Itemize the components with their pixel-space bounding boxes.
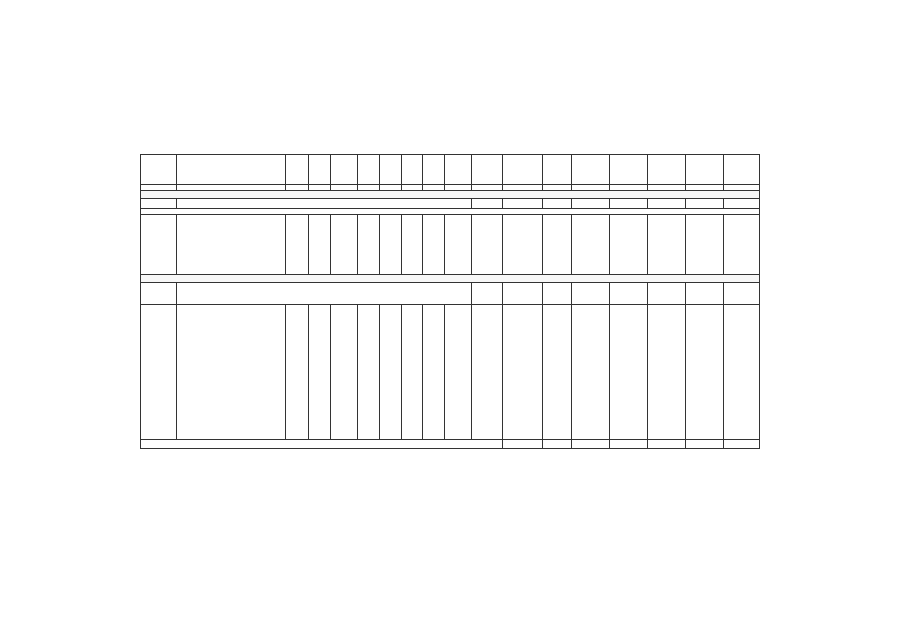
row-value: [572, 283, 610, 305]
row-cell: [444, 305, 471, 440]
appendix-line: [600, 81, 760, 88]
section-row: [141, 275, 760, 283]
row-cell: [686, 305, 724, 440]
table-row: [141, 199, 760, 209]
row-number: [141, 199, 177, 209]
row-name: [176, 199, 471, 209]
row-cell: [610, 305, 648, 440]
section-row: [141, 191, 760, 199]
row-cell: [471, 215, 502, 275]
row-cell: [724, 305, 760, 440]
table-row: [141, 305, 760, 440]
row-cell: [502, 305, 542, 440]
table-header-row: [141, 155, 760, 185]
header-cell: [176, 155, 285, 185]
header-cell: [502, 155, 542, 185]
row-cell: [380, 305, 402, 440]
header-cell: [286, 155, 308, 185]
row-number: [141, 283, 177, 305]
header-cell: [471, 155, 502, 185]
totals-value: [610, 440, 648, 449]
row-cell: [308, 215, 330, 275]
row-cell: [502, 215, 542, 275]
totals-value: [572, 440, 610, 449]
totals-value: [543, 440, 572, 449]
row-cell: [686, 215, 724, 275]
header-cell: [357, 155, 379, 185]
row-value: [686, 283, 724, 305]
header-cell: [330, 155, 357, 185]
row-value: [724, 283, 760, 305]
row-number: [141, 305, 177, 440]
appendix-line: [600, 60, 760, 67]
appendix-line: [600, 74, 760, 81]
row-cell: [724, 215, 760, 275]
row-value: [610, 283, 648, 305]
row-cell: [330, 305, 357, 440]
row-cell: [286, 215, 308, 275]
row-cell: [357, 215, 379, 275]
row-cell: [572, 305, 610, 440]
row-cell: [402, 305, 422, 440]
section-title: [141, 275, 760, 283]
row-cell: [357, 305, 379, 440]
row-cell: [471, 305, 502, 440]
header-cell: [686, 155, 724, 185]
row-value: [471, 283, 502, 305]
appendix-note-top: [600, 60, 760, 88]
row-value: [502, 199, 542, 209]
row-name: [176, 215, 285, 275]
totals-label: [141, 440, 503, 449]
row-cell: [422, 215, 444, 275]
table-row: [141, 283, 760, 305]
row-cell: [422, 305, 444, 440]
header-cell: [444, 155, 471, 185]
header-cell: [141, 155, 177, 185]
section-title: [141, 191, 760, 199]
row-cell: [543, 305, 572, 440]
totals-value: [648, 440, 686, 449]
table-row: [141, 440, 760, 449]
document-title: [170, 140, 750, 146]
header-cell: [543, 155, 572, 185]
totals-value: [724, 440, 760, 449]
appendix-line: [600, 67, 760, 74]
row-value: [648, 199, 686, 209]
row-cell: [648, 305, 686, 440]
row-number: [141, 215, 177, 275]
row-value: [543, 283, 572, 305]
row-cell: [380, 215, 402, 275]
header-cell: [572, 155, 610, 185]
row-name: [176, 283, 471, 305]
row-cell: [330, 215, 357, 275]
totals-value: [686, 440, 724, 449]
row-value: [724, 199, 760, 209]
row-cell: [648, 215, 686, 275]
header-cell: [648, 155, 686, 185]
program-table: [140, 154, 760, 449]
row-cell: [572, 215, 610, 275]
header-cell: [380, 155, 402, 185]
appendix-line: [600, 105, 760, 112]
row-cell: [444, 215, 471, 275]
row-value: [572, 199, 610, 209]
row-cell: [402, 215, 422, 275]
totals-value: [502, 440, 542, 449]
appendix-line: [600, 112, 760, 119]
row-cell: [286, 305, 308, 440]
table-row: [141, 215, 760, 275]
row-cell: [308, 305, 330, 440]
header-cell: [308, 155, 330, 185]
header-cell: [724, 155, 760, 185]
header-cell: [402, 155, 422, 185]
appendix-note-middle: [600, 98, 760, 119]
row-name: [176, 305, 285, 440]
appendix-line: [600, 98, 760, 105]
row-value: [610, 199, 648, 209]
header-cell: [422, 155, 444, 185]
row-cell: [543, 215, 572, 275]
row-value: [471, 199, 502, 209]
row-value: [543, 199, 572, 209]
row-value: [686, 199, 724, 209]
row-value: [502, 283, 542, 305]
row-value: [648, 283, 686, 305]
row-cell: [610, 215, 648, 275]
header-cell: [610, 155, 648, 185]
